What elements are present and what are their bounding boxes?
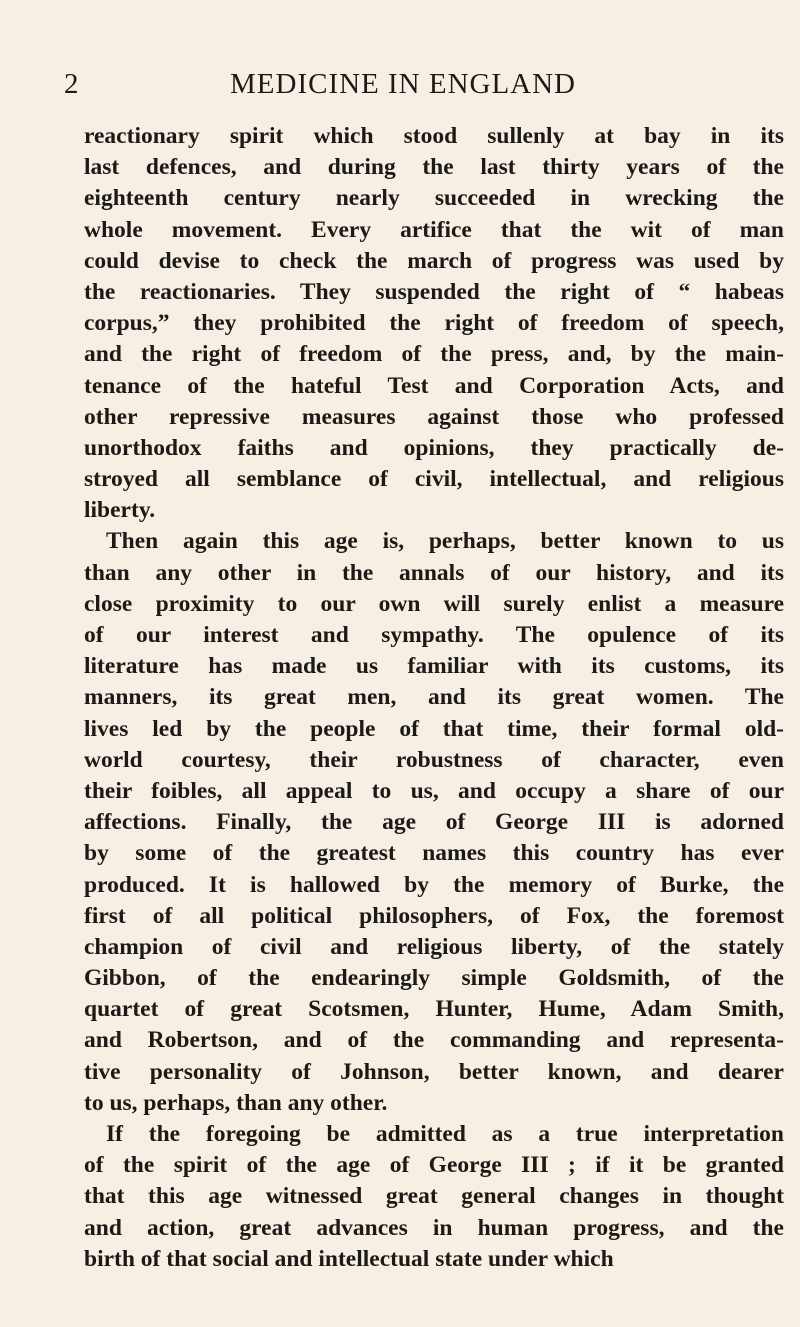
text-line: affections. Finally, the age of George III is adorned xyxy=(84,809,784,836)
body-text xyxy=(84,121,784,1275)
text-line: than any other in the annals of our history, and its xyxy=(84,559,784,586)
text-line: liberty. xyxy=(84,497,156,524)
text-line: tive personality of Johnson, better known, and dearer xyxy=(84,1058,784,1085)
running-title: MEDICINE IN ENGLAND xyxy=(230,68,577,100)
text-line: corpus,” they prohibited the right of freedom of speech, xyxy=(84,310,784,337)
text-line: and action, great advances in human progress, and the xyxy=(84,1214,784,1241)
text-line: other repressive measures against those who professed xyxy=(84,403,784,430)
text-line: of our interest and sympathy. The opulence of its xyxy=(84,622,784,648)
text-line: lives led by the people of that time, their formal old- xyxy=(84,715,784,742)
running-head xyxy=(64,64,784,104)
text-line: their foibles, all appeal to us, and occupy a share of our xyxy=(84,777,784,804)
text-line: literature has made us familiar with its customs, its xyxy=(84,653,784,680)
text-line: and the right of freedom of the press, and, by the main- xyxy=(84,341,784,368)
text-line: produced. It is hallowed by the memory of Burke, the xyxy=(84,871,784,898)
text-line: of the spirit of the age of George III ; if it be granted xyxy=(84,1152,784,1179)
text-line: the reactionaries. They suspended the right of “ habeas xyxy=(84,278,784,305)
text-line: Then again this age is, perhaps, better known to us xyxy=(106,528,784,555)
text-line: whole movement. Every artifice that the wit of man xyxy=(84,216,784,243)
text-line: and Robertson, and of the commanding and representa- xyxy=(84,1027,784,1054)
text-line: tenance of the hateful Test and Corporation Acts, and xyxy=(84,372,784,399)
text-line: to us, perhaps, than any other. xyxy=(84,1089,388,1116)
text-line: quartet of great Scotsmen, Hunter, Hume, Adam Smith, xyxy=(84,996,784,1023)
text-line: first of all political philosophers, of Fox, the foremost xyxy=(84,902,784,929)
text-line: unorthodox faiths and opinions, they practically de- xyxy=(84,434,784,461)
page-number: 2 xyxy=(64,68,79,100)
text-line: world courtesy, their robustness of character, even xyxy=(84,746,784,773)
text-line: that this age witnessed great general changes in thought xyxy=(84,1183,784,1210)
text-line: champion of civil and religious liberty, of the stately xyxy=(84,933,784,960)
text-line: by some of the greatest names this country has ever xyxy=(84,840,784,867)
text-line: If the foregoing be admitted as a true interpretation xyxy=(106,1121,784,1147)
text-line: reactionary spirit which stood sullenly at bay in its xyxy=(84,123,784,149)
text-line: manners, its great men, and its great women. The xyxy=(84,684,784,711)
text-line: birth of that social and intellectual state under which xyxy=(84,1245,614,1272)
text-line: could devise to check the march of progress was used by xyxy=(84,247,784,274)
text-line: eighteenth century nearly succeeded in wrecking the xyxy=(84,185,784,212)
text-line: Gibbon, of the endearingly simple Goldsmith, of the xyxy=(84,965,784,992)
text-line: stroyed all semblance of civil, intellectual, and religious xyxy=(84,466,784,493)
text-line: last defences, and during the last thirty years of the xyxy=(84,154,784,181)
text-line: close proximity to our own will surely enlist a measure xyxy=(84,590,784,617)
